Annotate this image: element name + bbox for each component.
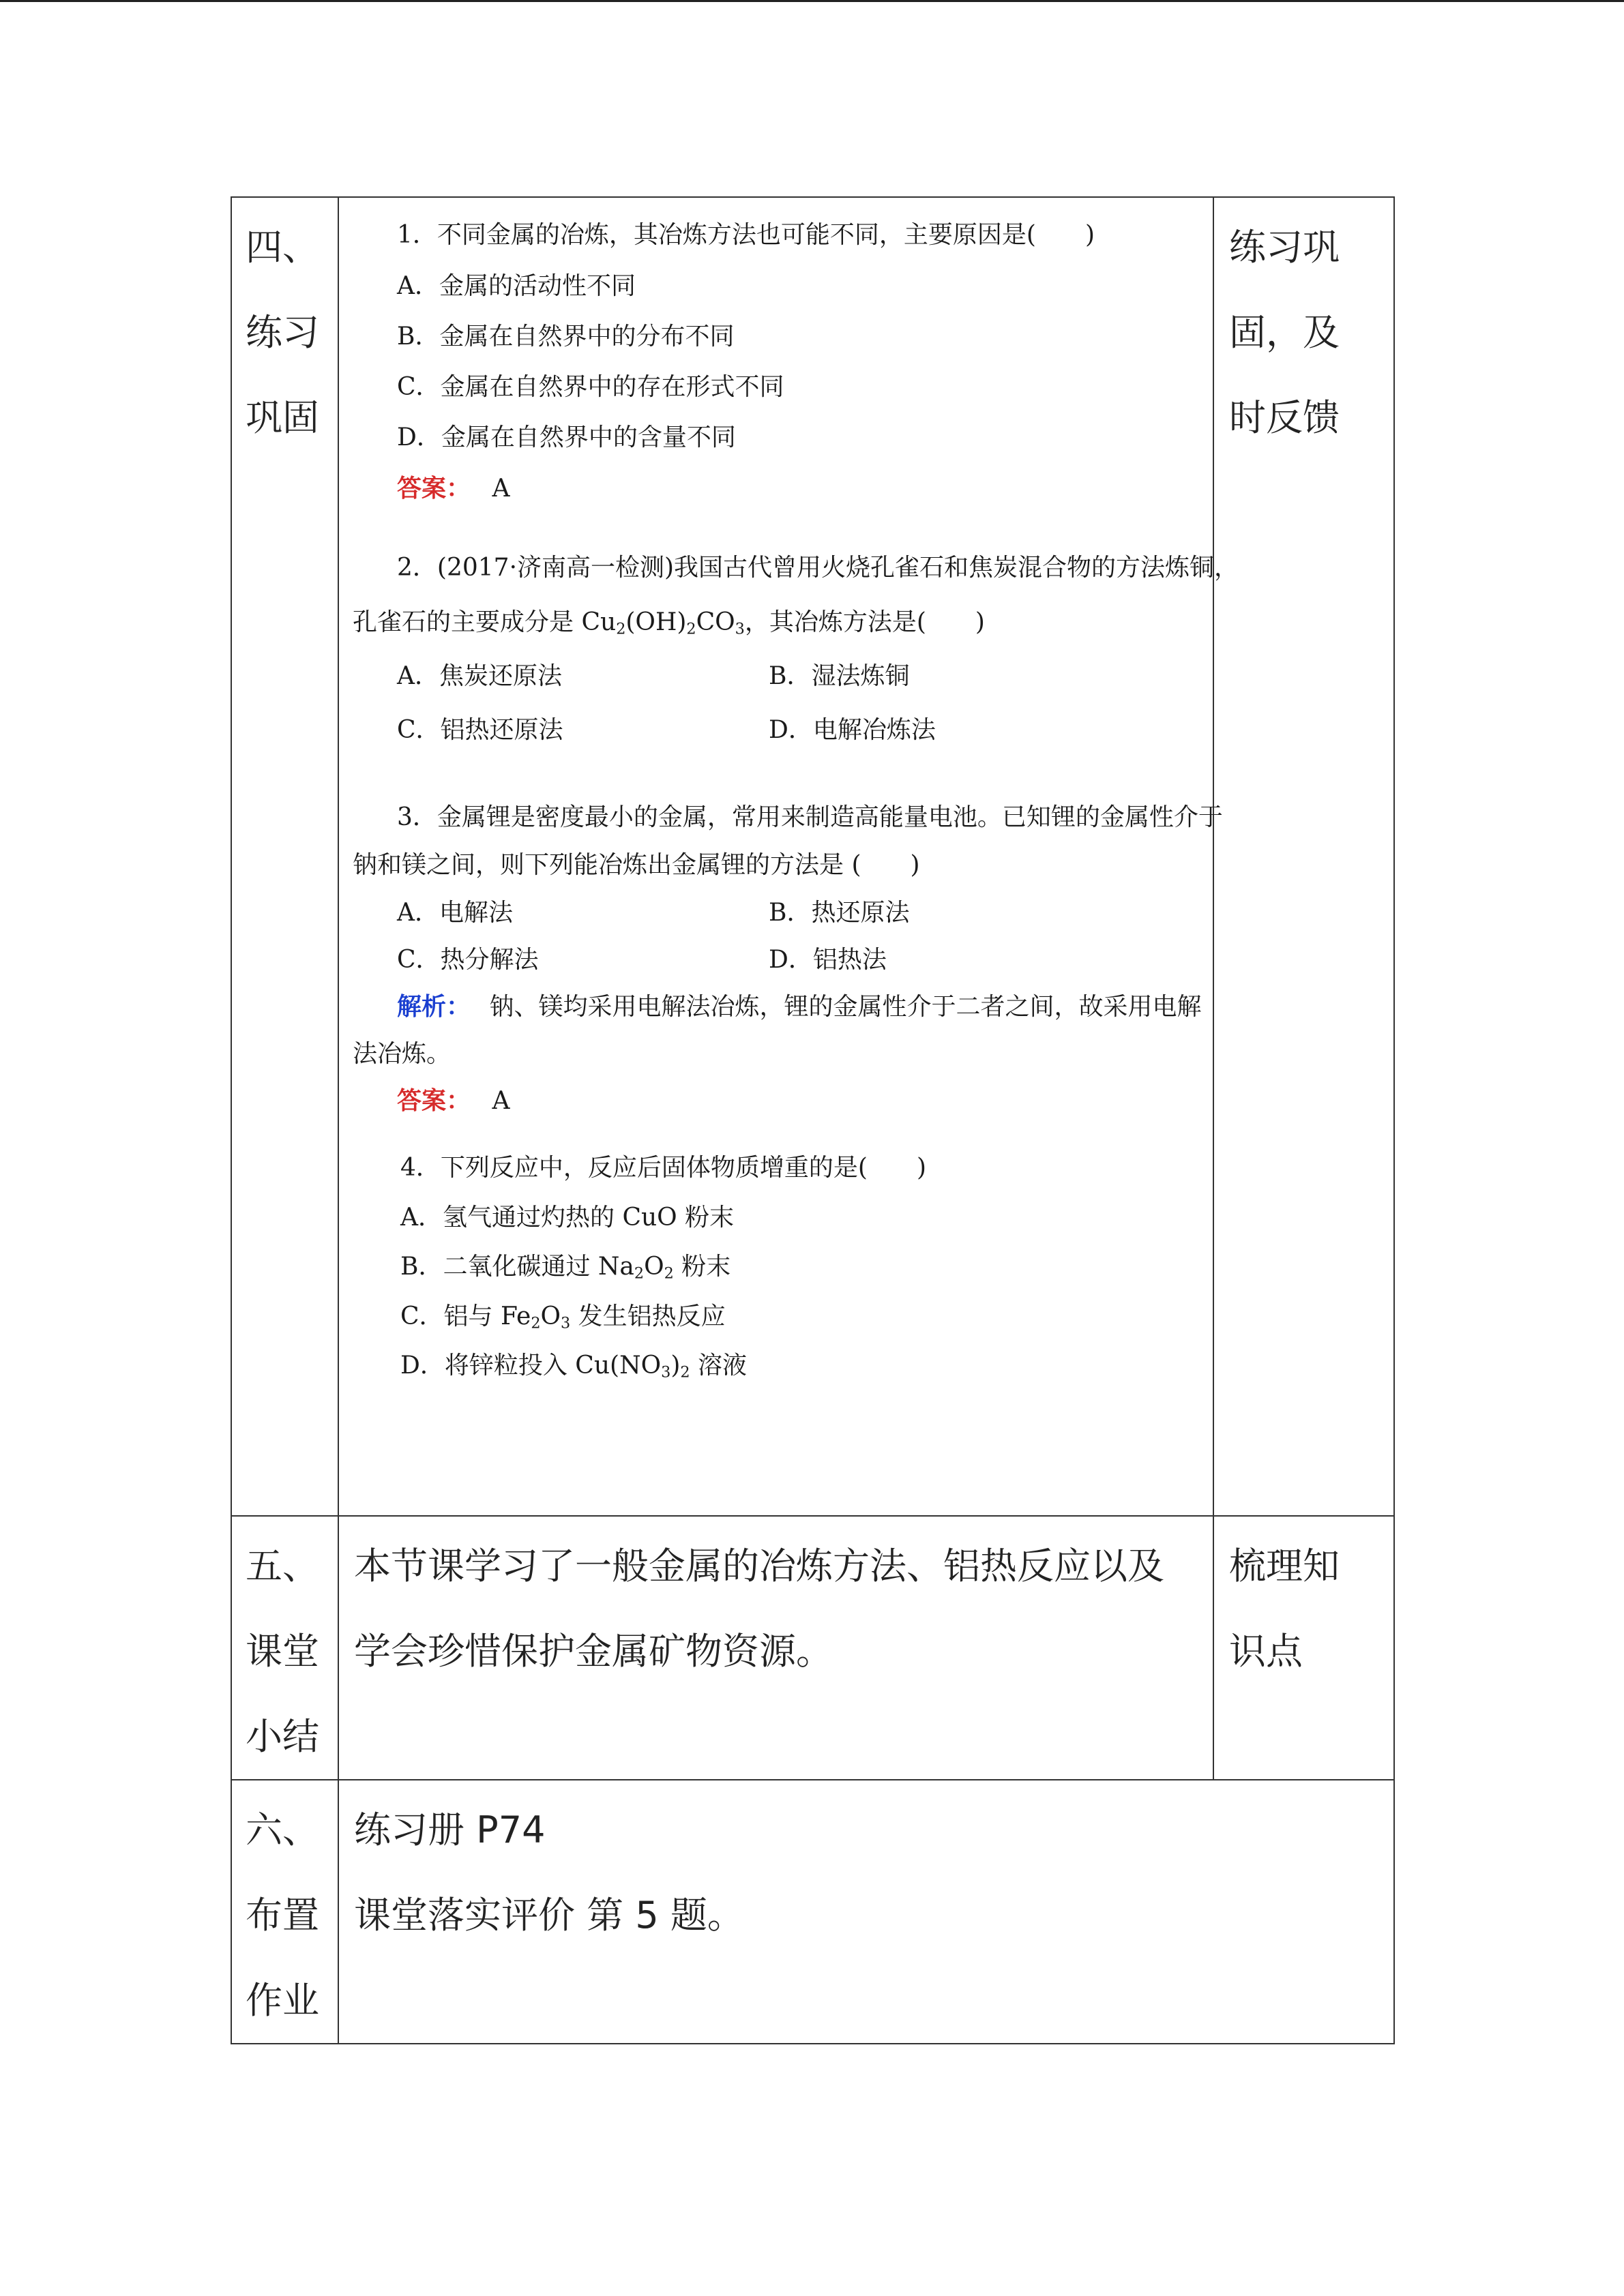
homework-content-cell xyxy=(338,1780,1394,2044)
q3-answer-value: A xyxy=(492,1087,510,1115)
summary-row xyxy=(231,1516,1394,1780)
q1-option-b: B．金属在自然界中的分布不同 xyxy=(397,323,735,351)
practice-content-cell xyxy=(338,197,1239,1516)
q3-analysis-line-2: 法冶炼。 xyxy=(353,1040,452,1068)
q4-option-a: A．氢气通过灼热的 CuO 粉末 xyxy=(400,1204,735,1232)
q1-option-d: D．金属在自然界中的含量不同 xyxy=(397,423,736,451)
summary-section-label: 五、 课堂 小结 xyxy=(246,1545,319,1758)
summary-purpose-note: 梳理知 识点 xyxy=(1229,1545,1340,1673)
q1-option-c: C．金属在自然界中的存在形式不同 xyxy=(397,373,784,401)
q4-option-c: C．铝与 $Fe_2O_3$ 发生铝热反应 xyxy=(400,1302,726,1332)
lesson-plan-table xyxy=(231,196,1395,2044)
q3-stem-line-2: 钠和镁之间，则下列能冶炼出金属锂的方法是 ( ) xyxy=(353,851,920,879)
q4-option-b: B．二氧化碳通过 $Na_2O_2$ 粉末 xyxy=(400,1253,731,1283)
q3-stem-line-1: 3．金属锂是密度最小的金属，常用来制造高能量电池。已知锂的金属性介于 xyxy=(397,803,1223,831)
summary-content-cell xyxy=(338,1516,1213,1780)
q3-analysis-line-1: 解析： 钠、镁均采用电解法冶炼，锂的金属性介于二者之间，故采用电解 xyxy=(397,993,1202,1021)
q2-option-b: B．湿法炼铜 xyxy=(769,662,910,690)
q2-option-c: C．铝热还原法 xyxy=(397,716,563,744)
q3-answer-label: 答案： xyxy=(397,1087,471,1115)
q1-option-a: A．金属的活动性不同 xyxy=(397,272,636,300)
q2-option-d: D．电解冶炼法 xyxy=(769,716,936,744)
q1-stem: 1．不同金属的冶炼，其冶炼方法也可能不同，主要原因是( ) xyxy=(397,221,1095,249)
q2-stem-line-1: 2．(2017·济南高一检测)我国古代曾用火烧孔雀石和焦炭混合物的方法炼铜， xyxy=(397,554,1239,582)
homework-section-label: 六、 布置 作业 xyxy=(246,1808,319,2022)
summary-note-cell xyxy=(1213,1516,1394,1780)
practice-section-label: 四、 练习 巩固 xyxy=(246,226,319,439)
practice-row xyxy=(231,197,1394,1516)
homework-label-cell xyxy=(231,1780,338,2044)
q1-answer-value: A xyxy=(492,475,510,503)
page-top-rule xyxy=(0,0,1624,2)
q3-analysis-label: 解析： xyxy=(397,993,471,1021)
q1-answer xyxy=(397,469,510,504)
q3-option-b: B．热还原法 xyxy=(769,899,910,927)
homework-row xyxy=(231,1780,1394,2044)
homework-text: 练习册 P74 课堂落实评价 第 5 题。 xyxy=(354,1808,744,1937)
q3-option-a: A．电解法 xyxy=(397,899,513,927)
practice-purpose-note: 练习巩 固，及 时反馈 xyxy=(1229,226,1340,439)
q4-option-d: D．将锌粒投入 $Cu(NO_3)_2$ 溶液 xyxy=(400,1352,748,1382)
q3-option-d: D．铝热法 xyxy=(769,946,887,974)
q2-stem-line-2: 孔雀石的主要成分是 $Cu_2(OH)_2CO_3$，其冶炼方法是( ) xyxy=(353,608,985,638)
practice-questions xyxy=(339,198,1239,1515)
practice-label-cell xyxy=(231,197,338,1516)
q3-option-c: C．热分解法 xyxy=(397,946,539,974)
summary-text: 本节课学习了一般金属的冶炼方法、铝热反应以及 学会珍惜保护金属矿物资源。 xyxy=(354,1545,1164,1673)
practice-note-cell xyxy=(1213,197,1394,1516)
q4-stem: 4．下列反应中，反应后固体物质增重的是( ) xyxy=(400,1154,926,1182)
q3-answer xyxy=(397,1082,510,1116)
summary-label-cell xyxy=(231,1516,338,1780)
q1-answer-label: 答案： xyxy=(397,475,471,503)
q2-option-a: A．焦炭还原法 xyxy=(397,662,562,690)
